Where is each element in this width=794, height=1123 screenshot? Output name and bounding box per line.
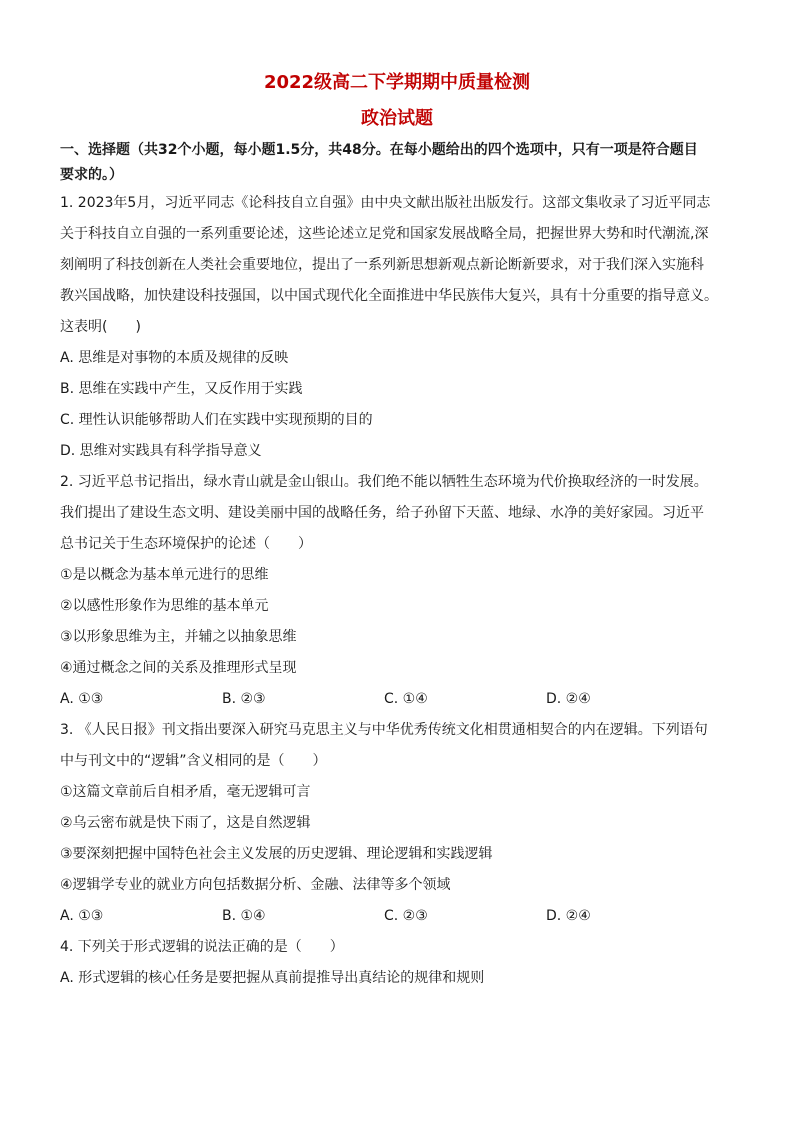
question-3-options: [60, 901, 734, 932]
question-3-option-a: A. ①③: [60, 908, 104, 924]
question-3: [60, 715, 734, 932]
question-2-item: ③以形象思维为主，并辅之以抽象思维: [60, 629, 297, 645]
question-1-option-c: C. 理性认识能够帮助人们在实践中实现预期的目的: [60, 412, 373, 428]
question-2-option-d: D. ②④: [546, 691, 591, 707]
question-1-option-b: B. 思维在实践中产生，又反作用于实践: [60, 381, 303, 397]
question-3-option-c: C. ②③: [384, 908, 428, 924]
question-2-item: ①是以概念为基本单元进行的思维: [60, 567, 269, 583]
question-3-option-b: B. ①④: [222, 908, 266, 924]
question-1-line: 刻阐明了科技创新在人类社会重要地位，提出了一系列新思想新观点新论断新要求，对于我们深入实施科: [60, 257, 704, 273]
question-2-line: 2. 习近平总书记指出，绿水青山就是金山银山。我们绝不能以牺牲生态环境为代价换取经济的一时发展。: [60, 474, 708, 490]
exam-subtitle: 政治试题: [361, 108, 433, 129]
question-2-option-c: C. ①④: [384, 691, 428, 707]
question-1: [60, 188, 734, 467]
question-2-line: 总书记关于生态环境保护的论述（ ）: [60, 536, 312, 552]
question-2-options: [60, 684, 734, 715]
question-4: [60, 932, 734, 994]
question-1-option-d: D. 思维对实践具有科学指导意义: [60, 443, 262, 459]
question-2-option-a: A. ①③: [60, 691, 104, 707]
question-1-line: 教兴国战略，加快建设科技强国，以中国式现代化全面推进中华民族伟大复兴，具有十分重要的指导意义。: [60, 288, 718, 304]
question-2-item: ②以感性形象作为思维的基本单元: [60, 598, 269, 614]
question-3-item: ①这篇文章前后自相矛盾，毫无逻辑可言: [60, 784, 311, 800]
question-2-item: ④通过概念之间的关系及推理形式呈现: [60, 660, 297, 676]
question-3-line: 3. 《人民日报》刊文指出要深入研究马克思主义与中华优秀传统文化相贯通相契合的内在逻辑。下列语句: [60, 722, 708, 738]
section-heading-line: 要求的。）: [60, 167, 123, 183]
question-2-line: 我们提出了建设生态文明、建设美丽中国的战略任务，给子孙留下天蓝、地绿、水净的美好家园。习近平: [60, 505, 704, 521]
question-1-line: 这表明( ): [60, 319, 141, 335]
section-heading-line: 一、选择题（共32个小题，每小题1.5分，共48分。在每小题给出的四个选项中，只有一项是符合题目: [60, 142, 698, 158]
question-1-line: 关于科技自立自强的一系列重要论述，这些论述立足党和国家发展战略全局，把握世界大势和时代潮流,深: [60, 226, 709, 242]
question-3-line: 中与刊文中的“逻辑”含义相同的是（ ）: [60, 753, 327, 769]
section-heading: [60, 138, 734, 188]
exam-title: 2022级高二下学期期中质量检测: [263, 72, 531, 93]
question-2: [60, 467, 734, 715]
question-1-line: 1. 2023年5月，习近平同志《论科技自立自强》由中央文献出版社出版发行。这部文集收录了习近平同志: [60, 195, 711, 211]
question-4-option-a: A. 形式逻辑的核心任务是要把握从真前提推导出真结论的规律和规则: [60, 970, 485, 986]
question-3-item: ③要深刻把握中国特色社会主义发展的历史逻辑、理论逻辑和实践逻辑: [60, 846, 493, 862]
question-4-stem: 4. 下列关于形式逻辑的说法正确的是（ ）: [60, 939, 344, 955]
question-1-option-a: A. 思维是对事物的本质及规律的反映: [60, 350, 289, 366]
question-3-item: ②乌云密布就是快下雨了，这是自然逻辑: [60, 815, 311, 831]
question-3-item: ④逻辑学专业的就业方向包括数据分析、金融、法律等多个领域: [60, 877, 451, 893]
question-3-option-d: D. ②④: [546, 908, 591, 924]
question-2-option-b: B. ②③: [222, 691, 266, 707]
